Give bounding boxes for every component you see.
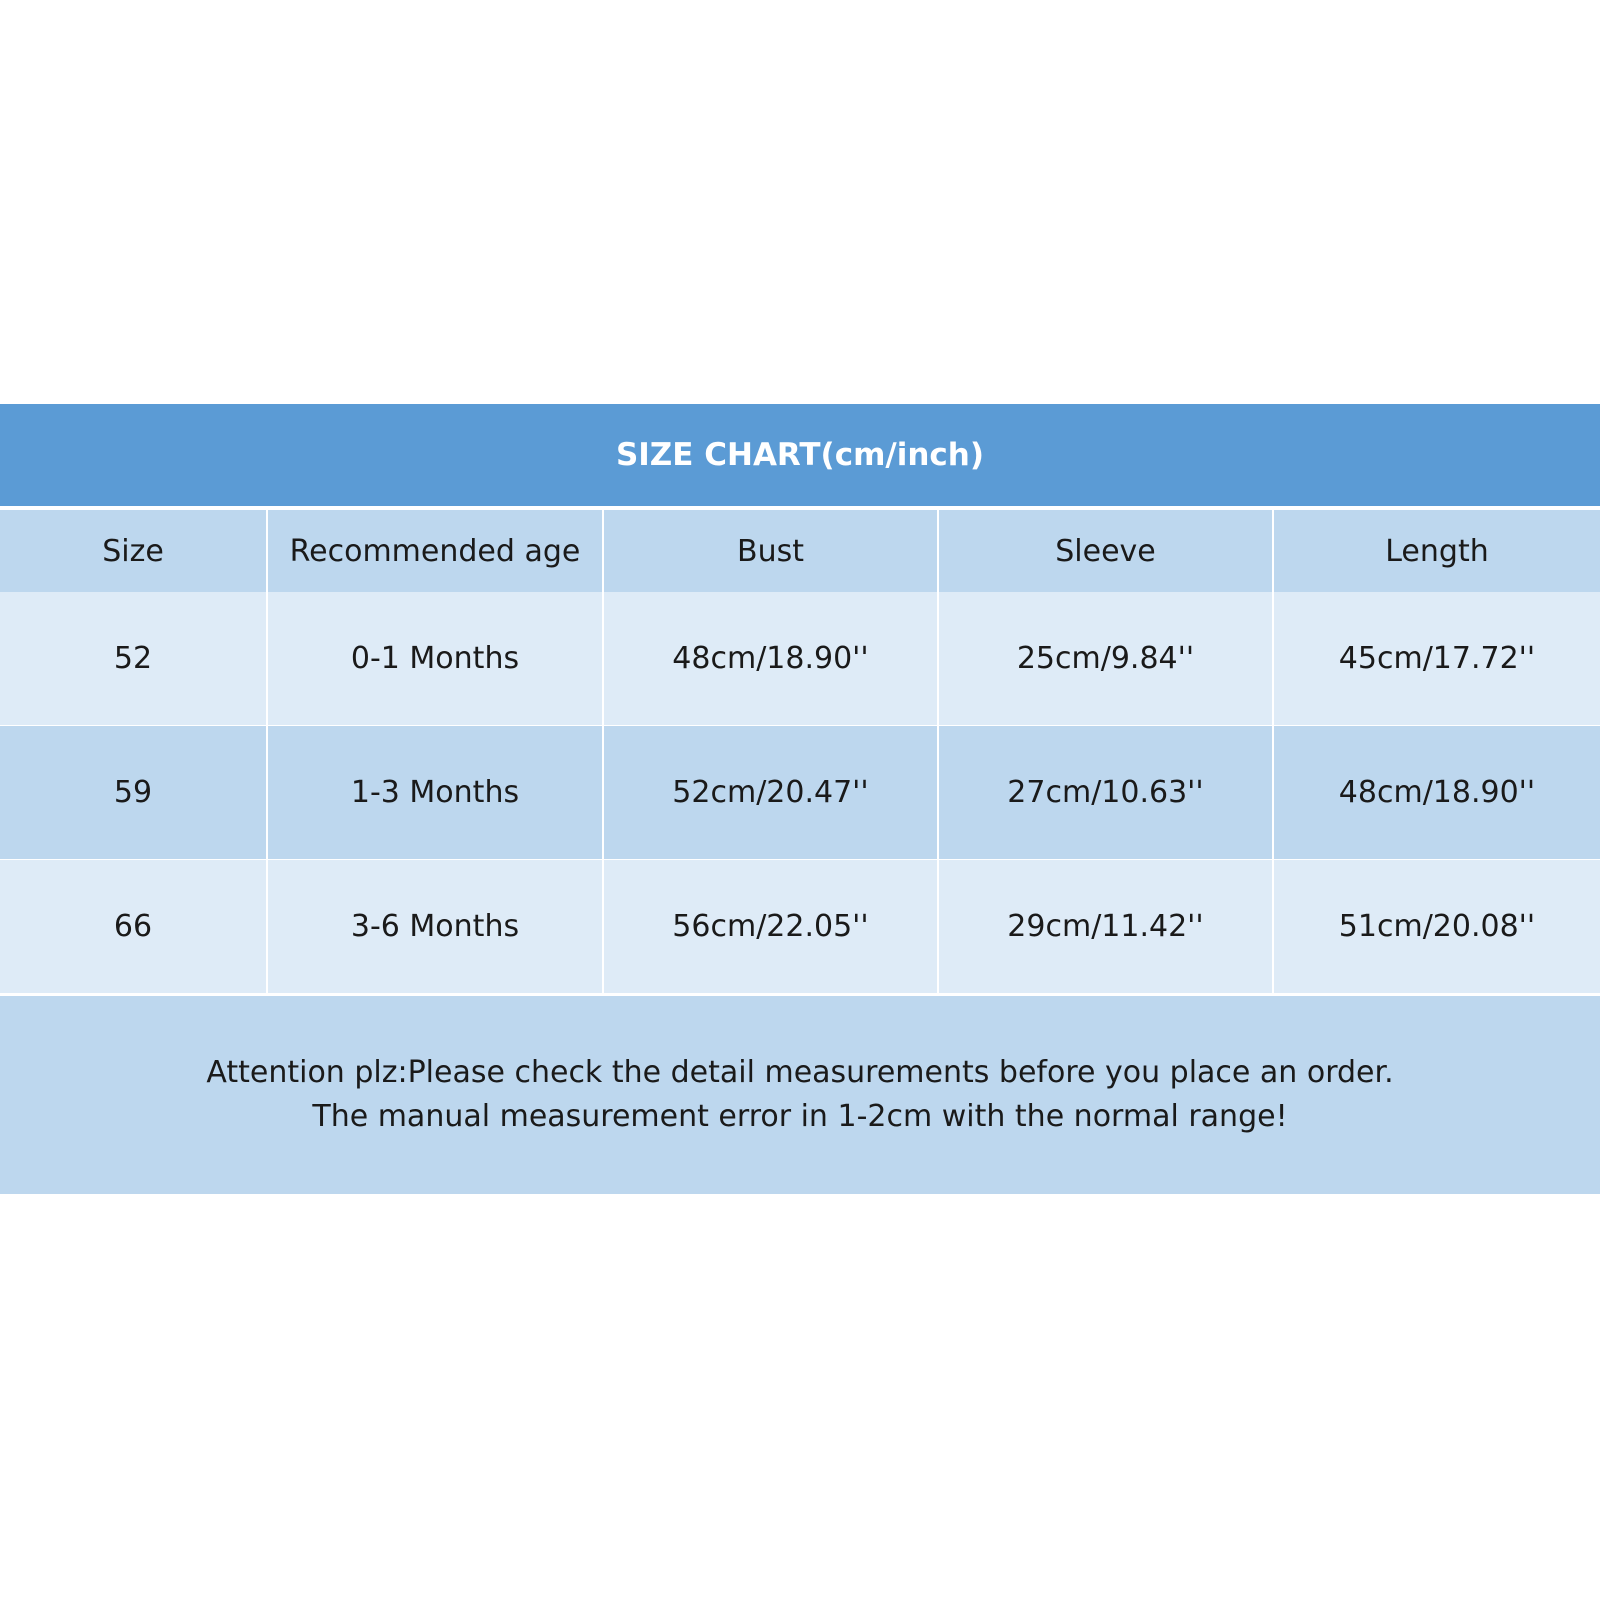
cell-length: 48cm/18.90'' xyxy=(1272,726,1600,860)
cell-recommended-age: 1-3 Months xyxy=(266,726,602,860)
cell-recommended-age: 3-6 Months xyxy=(266,860,602,994)
chart-title: SIZE CHART(cm/inch) xyxy=(0,404,1600,506)
header-size: Size xyxy=(0,510,266,592)
cell-size: 59 xyxy=(0,726,266,860)
cell-length: 45cm/17.72'' xyxy=(1272,592,1600,726)
size-grid xyxy=(0,510,1600,994)
cell-length: 51cm/20.08'' xyxy=(1272,860,1600,994)
attention-note xyxy=(0,996,1600,1194)
cell-sleeve: 29cm/11.42'' xyxy=(937,860,1272,994)
cell-sleeve: 25cm/9.84'' xyxy=(937,592,1272,726)
header-length: Length xyxy=(1272,510,1600,592)
cell-sleeve: 27cm/10.63'' xyxy=(937,726,1272,860)
cell-size: 52 xyxy=(0,592,266,726)
cell-bust: 56cm/22.05'' xyxy=(602,860,937,994)
header-bust: Bust xyxy=(602,510,937,592)
cell-size: 66 xyxy=(0,860,266,994)
note-line-1: Attention plz:Please check the detail measurements before you place an order. xyxy=(206,1055,1394,1090)
size-chart-table xyxy=(0,404,1600,1194)
cell-bust: 52cm/20.47'' xyxy=(602,726,937,860)
note-line-2: The manual measurement error in 1-2cm with the normal range! xyxy=(312,1099,1288,1134)
header-sleeve: Sleeve xyxy=(937,510,1272,592)
header-recommended-age: Recommended age xyxy=(266,510,602,592)
cell-bust: 48cm/18.90'' xyxy=(602,592,937,726)
cell-recommended-age: 0-1 Months xyxy=(266,592,602,726)
